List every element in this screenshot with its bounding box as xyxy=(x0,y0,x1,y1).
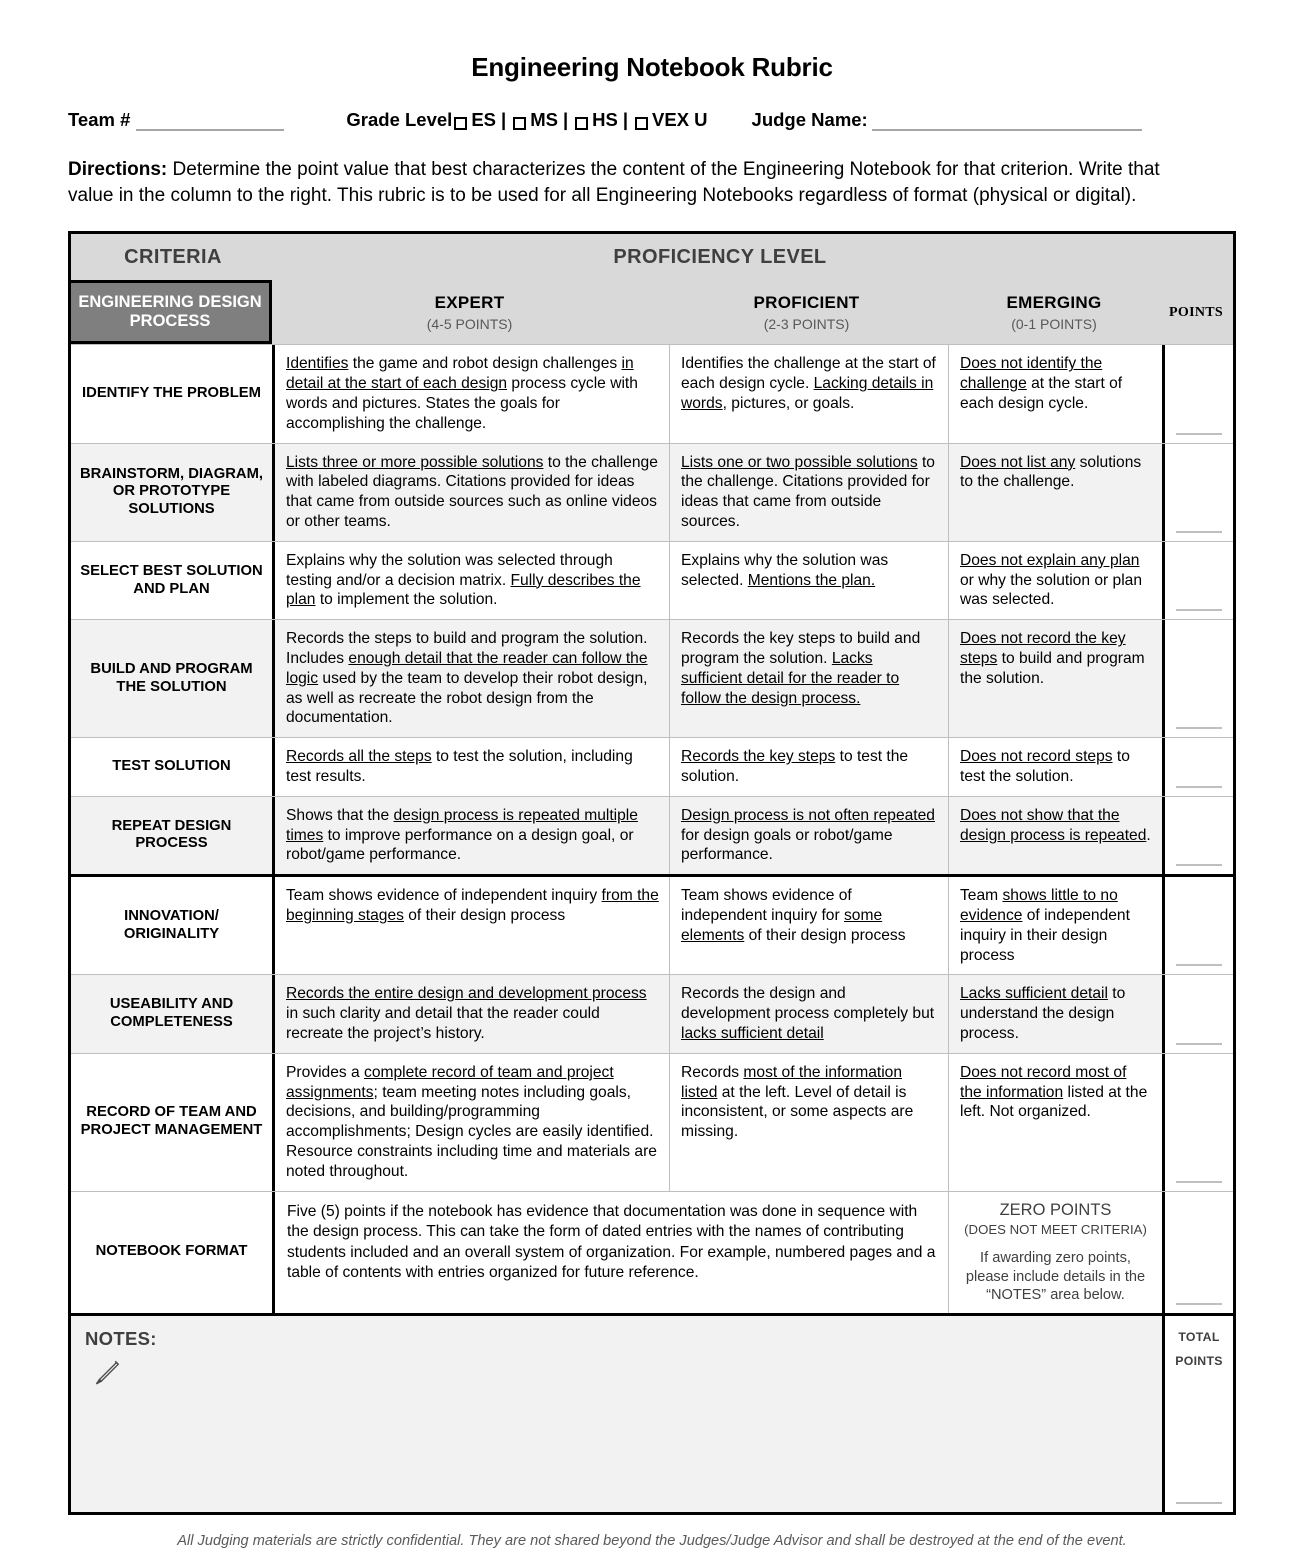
cell-emerging: Team shows little to no evidence of independent inquiry in their design process xyxy=(949,877,1165,974)
cell-proficient: Explains why the solution was selected. Mentions the plan. xyxy=(670,542,949,619)
points-input[interactable] xyxy=(1165,444,1233,541)
criterion-label: RECORD OF TEAM AND PROJECT MANAGEMENT xyxy=(71,1054,275,1191)
total-points-cell[interactable] xyxy=(1165,1316,1233,1512)
total-points-write-line xyxy=(1176,1502,1222,1504)
points-write-line xyxy=(1176,727,1222,729)
points-write-line xyxy=(1176,609,1222,611)
cell-expert: Team shows evidence of independent inquiry from the beginning stages of their design process xyxy=(275,877,670,974)
checkbox-ms[interactable] xyxy=(513,117,526,130)
criterion-label: BUILD AND PROGRAM THE SOLUTION xyxy=(71,620,275,737)
cell-emerging: Does not record most of the information listed at the left. Not organized. xyxy=(949,1054,1165,1191)
cell-proficient: Records most of the information listed at the left. Level of detail is inconsistent, or some aspects are missing. xyxy=(670,1054,949,1191)
cell-emerging: Does not record the key steps to build and program the solution. xyxy=(949,620,1165,737)
level-expert-name: EXPERT xyxy=(434,293,505,313)
section-title-engineering-design-process: ENGINEERING DESIGN PROCESS xyxy=(68,280,272,344)
cell-proficient: Team shows evidence of independent inquiry for some elements of their design process xyxy=(670,877,949,974)
table-row xyxy=(71,541,1233,619)
table-header-band xyxy=(71,234,1233,281)
rubric-table xyxy=(68,231,1236,1515)
table-row xyxy=(71,619,1233,737)
points-input[interactable] xyxy=(1165,1054,1233,1191)
pencil-icon xyxy=(91,1358,121,1393)
criterion-label: INNOVATION/ ORIGINALITY xyxy=(71,877,275,974)
level-proficient-points: (2-3 POINTS) xyxy=(763,316,850,333)
points-input[interactable] xyxy=(1165,877,1233,974)
directions-text: Determine the point value that best characterizes the content of the Engineering Notebook for that criterion. Write that value in the column to the right. This rubric is to be used for all Engineering Notebooks regardless of format (physical or digital). xyxy=(68,159,1160,207)
table-subheader-band xyxy=(71,281,1233,344)
cell-expert: Shows that the design process is repeated multiple times to improve performance on a design goal, or robot/game performance. xyxy=(275,797,670,874)
page-title: Engineering Notebook Rubric xyxy=(471,52,833,82)
team-number-input[interactable] xyxy=(136,112,284,131)
cell-expert: Provides a complete record of team and project assignments; team meeting notes including goals, decisions, and building/programming accomplishments; Design cycles are easily identified. Resource constraints including time and materials are noted throughout. xyxy=(275,1054,670,1191)
grade-option-ms: MS xyxy=(530,109,558,130)
cell-proficient: Design process is not often repeated for design goals or robot/game performance. xyxy=(670,797,949,874)
points-write-line xyxy=(1176,1043,1222,1045)
cell-proficient: Identifies the challenge at the start of each design cycle. Lacking details in words, pictures, or goals. xyxy=(670,345,949,442)
grade-level-label: Grade Level xyxy=(346,109,453,130)
grade-option-hs: HS xyxy=(592,109,618,130)
cell-expert: Identifies the game and robot design challenges in detail at the start of each design process cycle with words and pictures. States the goals for accomplishing the challenge. xyxy=(275,345,670,442)
notebook-format-zero-points xyxy=(949,1192,1165,1314)
level-emerging-name: EMERGING xyxy=(1006,293,1102,313)
zero-points-body: If awarding zero points, please include details in the “NOTES” area below. xyxy=(965,1250,1146,1304)
level-expert-points: (4-5 POINTS) xyxy=(426,316,513,333)
rubric-rows xyxy=(71,344,1233,1190)
criteria-band-label: CRITERIA xyxy=(124,246,222,269)
judge-name-input[interactable] xyxy=(872,112,1142,131)
points-input[interactable] xyxy=(1165,975,1233,1052)
notes-area[interactable] xyxy=(71,1316,1165,1512)
notebook-format-description: Five (5) points if the notebook has evidence that documentation was done in sequence with the design process. This can take the form of dated entries with the names of contributing students included and an overall system of organization. For example, numbered pages and a table of contents with entries organized for future reference. xyxy=(275,1192,949,1314)
level-proficient xyxy=(667,281,946,344)
points-write-line xyxy=(1176,531,1222,533)
cell-expert: Records the steps to build and program the solution. Includes enough detail that the reader can follow the logic used by the team to develop their robot design, as well as recreate the robot design from the documentation. xyxy=(275,620,670,737)
cell-proficient: Records the key steps to test the solution. xyxy=(670,738,949,796)
notes-label: NOTES: xyxy=(85,1328,157,1350)
notes-row xyxy=(71,1313,1233,1512)
criterion-notebook-format: NOTEBOOK FORMAT xyxy=(71,1192,275,1314)
cell-expert: Explains why the solution was selected through testing and/or a decision matrix. Fully describes the plan to implement the solution. xyxy=(275,542,670,619)
cell-emerging: Does not identify the challenge at the start of each design cycle. xyxy=(949,345,1165,442)
total-points-label-line2: POINTS xyxy=(1175,1353,1223,1368)
identification-row xyxy=(68,109,1236,131)
grade-separator-3: | xyxy=(622,109,629,130)
cell-expert: Records all the steps to test the solution, including test results. xyxy=(275,738,670,796)
table-row xyxy=(71,1053,1233,1191)
table-row xyxy=(71,874,1233,974)
points-band-spacer xyxy=(1165,234,1233,281)
points-input[interactable] xyxy=(1165,620,1233,737)
criterion-label: USEABILITY AND COMPLETENESS xyxy=(71,975,275,1052)
grade-option-vexu: VEX U xyxy=(652,109,708,130)
level-proficient-name: PROFICIENT xyxy=(753,293,860,313)
cell-expert: Records the entire design and development process in such clarity and detail that the reader could recreate the project’s history. xyxy=(275,975,670,1052)
points-write-line xyxy=(1176,433,1222,435)
table-row-notebook-format xyxy=(71,1191,1233,1314)
team-number-label: Team # xyxy=(68,109,131,130)
cell-proficient: Records the design and development process completely but lacks sufficient detail xyxy=(670,975,949,1052)
checkbox-hs[interactable] xyxy=(575,117,588,130)
zero-points-title: ZERO POINTS xyxy=(999,1200,1112,1219)
table-row xyxy=(71,974,1233,1052)
level-expert xyxy=(272,281,667,344)
points-input[interactable] xyxy=(1165,797,1233,874)
criterion-label: REPEAT DESIGN PROCESS xyxy=(71,797,275,874)
criterion-label: TEST SOLUTION xyxy=(71,738,275,796)
grade-separator-2: | xyxy=(562,109,569,130)
table-row xyxy=(71,443,1233,541)
cell-expert: Lists three or more possible solutions to the challenge with labeled diagrams. Citations provided for ideas that came from outside sources such as online videos or other teams. xyxy=(275,444,670,541)
grade-separator-1: | xyxy=(501,109,507,130)
points-write-line xyxy=(1176,964,1222,966)
grade-option-es: ES xyxy=(471,109,496,130)
cell-emerging: Does not list any solutions to the challenge. xyxy=(949,444,1165,541)
points-write-line xyxy=(1176,786,1222,788)
points-input[interactable] xyxy=(1165,738,1233,796)
points-write-line xyxy=(1176,864,1222,866)
checkbox-vexu[interactable] xyxy=(635,117,648,130)
confidentiality-footer: All Judging materials are strictly confidential. They are not shared beyond the Judges/Judge Advisor and shall be destroyed at the end of the event. xyxy=(177,1533,1127,1550)
points-write-line xyxy=(1176,1303,1222,1305)
criterion-label: IDENTIFY THE PROBLEM xyxy=(71,345,275,442)
total-points-label-line1: TOTAL xyxy=(1178,1330,1220,1345)
level-emerging-points: (0-1 POINTS) xyxy=(1011,316,1097,333)
cell-emerging: Lacks sufficient detail to understand the design process. xyxy=(949,975,1165,1052)
proficiency-band-label: PROFICIENCY LEVEL xyxy=(613,246,827,269)
criterion-label: BRAINSTORM, DIAGRAM, OR PROTOTYPE SOLUTIONS xyxy=(71,444,275,541)
cell-proficient: Records the key steps to build and program the solution. Lacks sufficient detail for the reader to follow the design process. xyxy=(670,620,949,737)
judge-name-label: Judge Name: xyxy=(751,109,868,130)
table-row xyxy=(71,344,1233,442)
cell-emerging: Does not explain any plan or why the solution or plan was selected. xyxy=(949,542,1165,619)
cell-proficient: Lists one or two possible solutions to the challenge. Citations provided for ideas that came from outside sources. xyxy=(670,444,949,541)
table-row xyxy=(71,737,1233,796)
directions-paragraph xyxy=(68,157,1188,209)
points-column-header: POINTS xyxy=(1169,304,1223,320)
table-row xyxy=(71,796,1233,874)
points-write-line xyxy=(1176,1181,1222,1183)
criterion-label: SELECT BEST SOLUTION AND PLAN xyxy=(71,542,275,619)
points-input[interactable] xyxy=(1165,542,1233,619)
points-input-notebook-format[interactable] xyxy=(1165,1192,1233,1314)
points-input[interactable] xyxy=(1165,345,1233,442)
cell-emerging: Does not show that the design process is repeated. xyxy=(949,797,1165,874)
cell-emerging: Does not record steps to test the solution. xyxy=(949,738,1165,796)
level-emerging xyxy=(946,281,1162,344)
directions-label: Directions: xyxy=(68,159,168,180)
zero-points-subtitle: (DOES NOT MEET CRITERIA) xyxy=(964,1221,1147,1237)
checkbox-es[interactable] xyxy=(454,117,467,130)
